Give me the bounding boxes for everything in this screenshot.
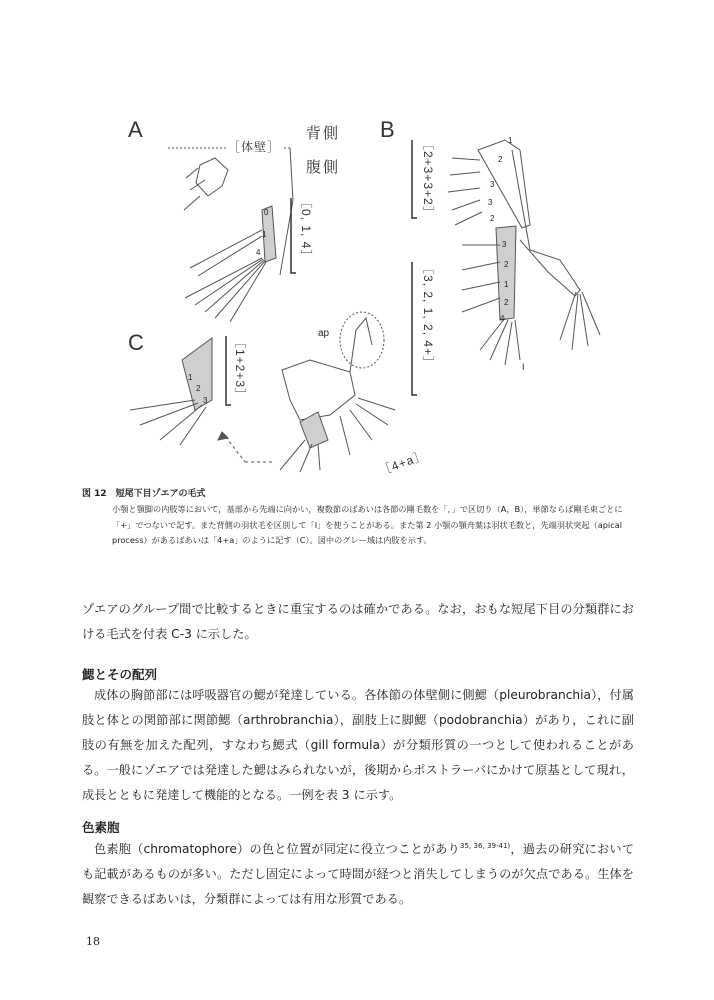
count-a-1: 1 — [262, 230, 267, 239]
b-exopod-setae — [560, 292, 600, 350]
count-b-lower-1: 2 — [504, 260, 509, 269]
page-number: 18 — [86, 935, 100, 948]
bracket-b2 — [412, 262, 417, 395]
bracket-b1 — [412, 140, 417, 218]
figure-drawing — [0, 0, 714, 480]
c-arrow-head — [218, 432, 228, 440]
count-c-1: 2 — [196, 384, 201, 393]
roman-one-label: I — [522, 362, 525, 372]
paragraph-chromatophore — [82, 834, 634, 912]
count-b-upper-2: 3 — [490, 180, 495, 189]
c-endopod — [182, 338, 212, 410]
a-setae-lower — [185, 258, 266, 322]
count-c-2: 3 — [203, 396, 208, 405]
panel-label-b: B — [380, 117, 395, 142]
count-b-lower-2: 1 — [504, 280, 509, 289]
formula-c2: ［4+a］ — [377, 447, 429, 478]
panel-label-a: A — [128, 117, 143, 142]
b-setae-upper — [448, 158, 482, 225]
c-maxilla-outline — [282, 360, 355, 420]
formula-c1: ［1+2+3］ — [233, 336, 247, 402]
count-b-lower-0: 3 — [502, 240, 507, 249]
b-exopod — [512, 150, 580, 296]
section-heading-gills: 鰓とその配列 — [82, 667, 158, 682]
count-c-0: 1 — [188, 373, 193, 382]
a-basal-segment — [196, 158, 228, 196]
b-setae-tip — [480, 318, 520, 365]
dorsal-label: 背側 — [306, 125, 341, 142]
reference-superscript: 35, 36, 39-41) — [459, 842, 511, 850]
count-b-upper-1: 2 — [498, 155, 503, 164]
caption-title: 図 12 短尾下目ゾエアの毛式 — [82, 489, 206, 499]
ventral-label: 腹側 — [306, 159, 341, 176]
paragraph-1: ゾエアのグループ間で比較するときに重宝するのは確かである。なお，おもな短尾下目の分類群における毛式を付表 C-3 に示した。 — [82, 602, 634, 641]
formula-b2: ［3, 2, 1, 2, 4+］ — [421, 262, 435, 370]
count-b-lower-4: 4 — [500, 314, 505, 323]
paragraph-gills: 成体の胸節部には呼吸器官の鰓が発達している。各体節の体壁側に側鰓（pleurobranchia），付属肢と体との関節部に関節鰓（arthrobranchia），副肢上に脚鰓（podobranchia）があり，これに副肢の有無を加えた配列，すなわち鰓式（gill formula）が分類形質の一つとして使われることがある。一般にゾエアでは発達した鰓はみられないが，後期からポストラーバにかけて原基として現れ，成長とともに発達して機能的となる。一例を表 3 に示す。 — [82, 688, 634, 802]
count-b-lower-3: 2 — [504, 298, 509, 307]
c-arrow-path — [222, 432, 272, 462]
a-setae-mid — [190, 230, 262, 276]
c-scaphognathite-setae — [340, 398, 395, 455]
apical-process-label: ap — [318, 328, 330, 339]
panel-label-c: C — [128, 330, 144, 355]
count-a-2: 4 — [256, 248, 261, 257]
caption-body: 小顎と顎脚の内肢等において，基部から先端に向かい，複数節のばあいは各節の剛毛数を「，」で区切り（A，B），単節ならば剛毛束ごとに「+」でつないで記す。また背側の羽状毛を区別して「I」を使うことがある。また第 2 小顎の顎舟葉は羽状毛数と，先端羽状突起（apical process）があるばあいは「4+a」のように記す（C）。図中のグレー域は内肢を示す。 — [112, 504, 623, 545]
formula-a: ［0, 1, 4］ — [299, 196, 313, 263]
chromatophore-text-1: 色素胞（chromatophore）の色と位置が同定に役立つことがあり — [94, 842, 460, 857]
figure-12 — [0, 0, 714, 480]
chromatophore-text-2: ，過去の研究においても記載があるものが多い。ただし固定によって時間が経つと消失してしまうのが欠点である。生体を観察できるばあいは，分類群によっては有用な形質である。 — [82, 842, 635, 907]
section-heading-chromatophore: 色素胞 — [82, 820, 120, 835]
c-maxilla-endopod — [300, 412, 328, 448]
count-b-upper-0: 1 — [508, 136, 513, 145]
bracket-c1 — [226, 336, 231, 405]
apical-process — [350, 318, 372, 372]
formula-b1: ［2+3+3+2］ — [421, 138, 435, 219]
b-basal-segment — [478, 140, 530, 228]
count-b-upper-4: 2 — [490, 214, 495, 223]
count-b-upper-3: 3 — [488, 198, 493, 207]
body-wall-label: ［体壁］ — [228, 140, 281, 154]
bracket-a — [291, 198, 296, 273]
apical-process-outline — [340, 312, 384, 368]
b-setae-mid — [462, 245, 500, 312]
count-a-0: 0 — [264, 208, 269, 217]
